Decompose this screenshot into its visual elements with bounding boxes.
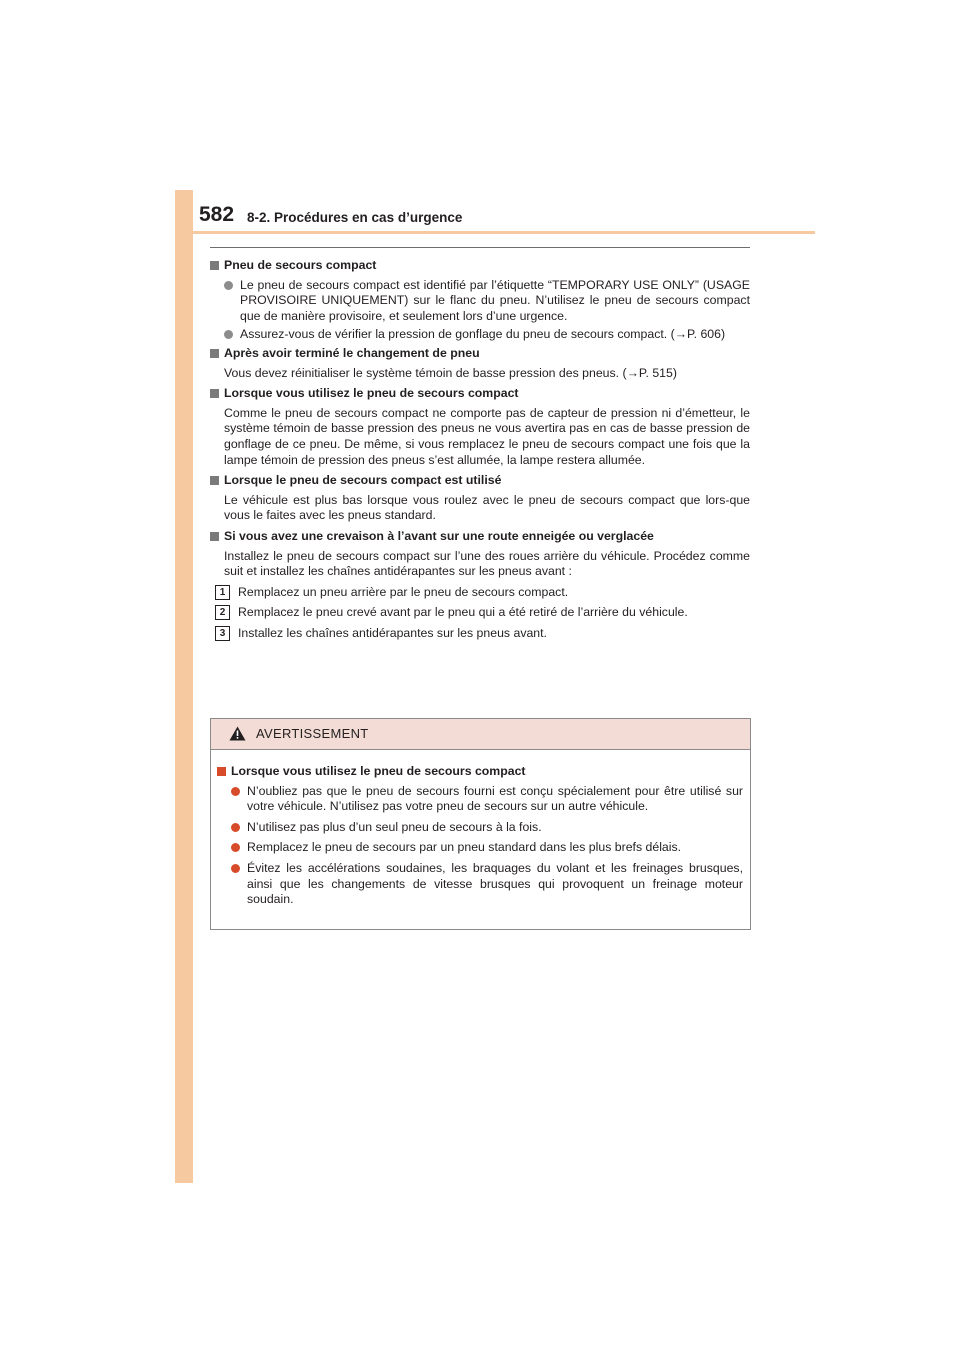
square-bullet-icon	[210, 261, 219, 270]
section-text: Le véhicule est plus bas lorsque vous roulez avec le pneu de secours compact que lors-que vous le faites avec les pneus standard.	[224, 492, 750, 523]
circle-bullet-icon	[231, 823, 240, 832]
square-bullet-icon	[210, 532, 219, 541]
step-item: 3 Installez les chaînes antidérapantes sur les pneus avant.	[210, 626, 750, 642]
circle-bullet-icon	[231, 787, 240, 796]
warning-heading: Lorsque vous utilisez le pneu de secours compact	[217, 764, 743, 780]
square-bullet-icon	[210, 349, 219, 358]
list-item: Évitez les accélérations soudaines, les braquages du volant et les freinages brusques, ainsi que les changements de vitesse brusques qui provoquent un freinage moteur soudain.	[217, 861, 743, 908]
circle-bullet-icon	[231, 843, 240, 852]
warning-body	[211, 750, 750, 908]
warning-box	[210, 718, 751, 930]
section-heading: Lorsque vous utilisez le pneu de secours compact	[210, 386, 750, 402]
step-item: 2 Remplacez le pneu crevé avant par le pneu qui a été retiré de l’arrière du véhicule.	[210, 605, 750, 621]
list-item: Assurez-vous de vérifier la pression de gonflage du pneu de secours compact. (→P. 606)	[210, 327, 750, 343]
section-when-used	[210, 473, 750, 524]
main-content	[210, 258, 750, 646]
square-bullet-icon	[210, 389, 219, 398]
section-compact-spare	[210, 258, 750, 343]
list-item: N’oubliez pas que le pneu de secours fourni est conçu spécialement pour être utilisé sur votre véhicule. N’utilisez pas votre pneu de secours sur un autre véhicule.	[217, 784, 743, 815]
step-number: 3	[215, 626, 230, 641]
list-item: Le pneu de secours compact est identifié par l’étiquette “TEMPORARY USE ONLY” (USAGE PROVISOIRE UNIQUEMENT) sur le flanc du pneu. N’utilisez le pneu de secours compact que de manière provisoire, et seulement lors d’une urgence.	[210, 278, 750, 325]
section-heading: Si vous avez une crevaison à l’avant sur une route enneigée ou verglacée	[210, 529, 750, 545]
section-text: Installez le pneu de secours compact sur l’une des roues arrière du véhicule. Procédez comme suit et installez les chaînes antidérapantes sur les pneus avant :	[224, 548, 750, 579]
step-number: 1	[215, 585, 230, 600]
divider	[210, 247, 750, 248]
header-rule	[193, 231, 815, 234]
circle-bullet-icon	[224, 281, 233, 290]
list-item: N’utilisez pas plus d’un seul pneu de secours à la fois.	[217, 820, 743, 836]
section-heading: Pneu de secours compact	[210, 258, 750, 274]
list-item: Remplacez le pneu de secours par un pneu standard dans les plus brefs délais.	[217, 840, 743, 856]
step-number: 2	[215, 605, 230, 620]
warning-title: AVERTISSEMENT	[256, 726, 369, 741]
circle-bullet-icon	[231, 864, 240, 873]
square-bullet-icon	[210, 476, 219, 485]
step-item: 1 Remplacez un pneu arrière par le pneu de secours compact.	[210, 585, 750, 601]
warning-header	[211, 719, 750, 750]
circle-bullet-icon	[224, 330, 233, 339]
section-front-flat	[210, 529, 750, 642]
section-title: 8-2. Procédures en cas d’urgence	[247, 210, 463, 225]
section-text: Vous devez réinitialiser le système témoin de basse pression des pneus. (→P. 515)	[224, 365, 677, 380]
side-color-band	[175, 190, 193, 1183]
section-when-using	[210, 386, 750, 468]
section-after-change	[210, 346, 750, 381]
section-heading: Lorsque le pneu de secours compact est utilisé	[210, 473, 750, 489]
section-heading: Après avoir terminé le changement de pneu	[210, 346, 750, 362]
square-bullet-icon	[217, 767, 226, 776]
section-text: Comme le pneu de secours compact ne comporte pas de capteur de pression ni d’émetteur, le système témoin de basse pression des pneus ne vous avertira pas en cas de basse pression de gonflage de ce pneu. De même, si vous remplacez le pneu de secours compact une fois que la lampe témoin de pression des pneus s’est allumée, la lampe restera allumée.	[224, 405, 750, 467]
page-number: 582	[199, 203, 235, 226]
warning-triangle-icon	[229, 726, 246, 741]
